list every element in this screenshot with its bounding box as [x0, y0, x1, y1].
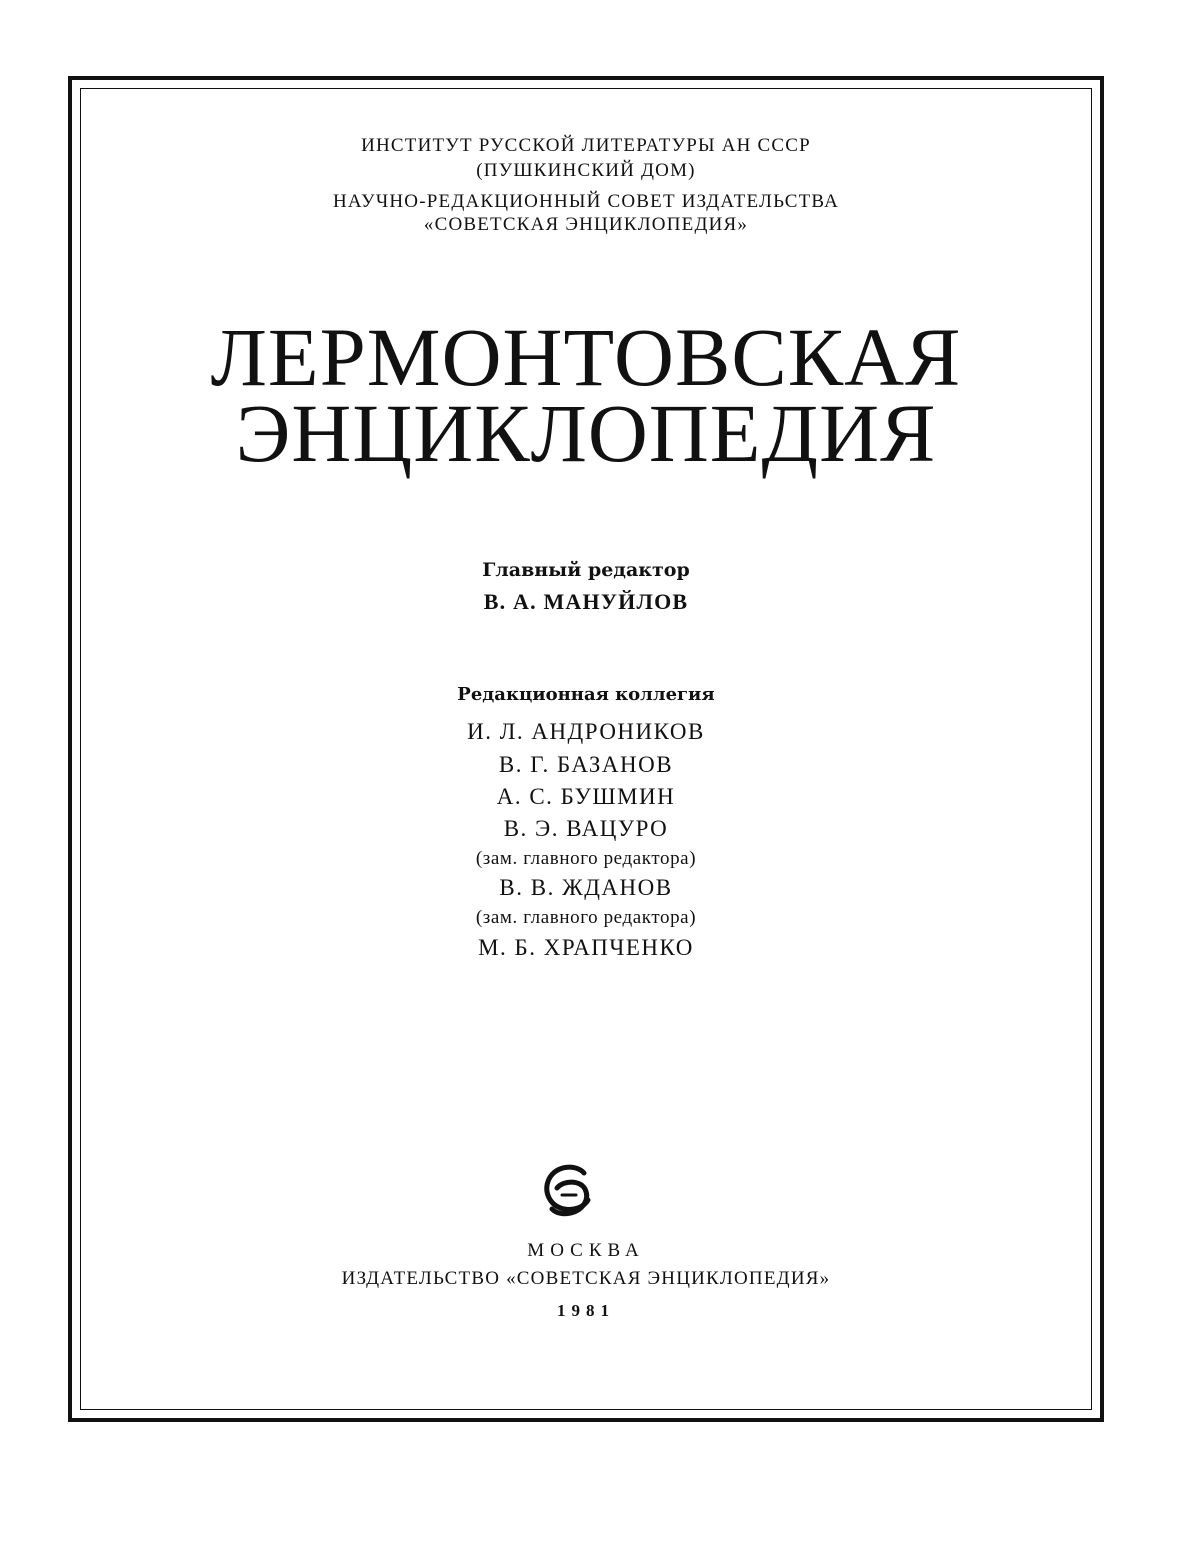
institution-line-4: «СОВЕТСКАЯ ЭНЦИКЛОПЕДИЯ» [423, 214, 749, 235]
institution-line-3: НАУЧНО-РЕДАКЦИОННЫЙ СОВЕТ ИЗДАТЕЛЬСТВА [333, 191, 839, 212]
board-member: И. Л. АНДРОНИКОВ [467, 719, 705, 744]
institution-line-2: (ПУШКИНСКИЙ ДОМ) [476, 160, 696, 181]
chief-editor-label: Главный редактор [482, 559, 690, 581]
board-member: М. Б. ХРАПЧЕНКО [478, 935, 694, 960]
publisher-city: МОСКВА [527, 1240, 645, 1261]
board-member: В. Г. БАЗАНОВ [498, 752, 674, 777]
publication-year: 1981 [557, 1301, 615, 1320]
board-member: А. С. БУШМИН [496, 784, 676, 809]
board-member-note: (зам. главного редактора) [475, 907, 697, 928]
title-line-2: ЭНЦИКЛОПЕДИЯ [235, 387, 937, 479]
chief-editor-name: В. А. МАНУЙЛОВ [483, 589, 689, 614]
board-member-note: (зам. главного редактора) [475, 848, 697, 869]
board-member: В. Э. ВАЦУРО [503, 816, 669, 841]
institution-line-1: ИНСТИТУТ РУССКОЙ ЛИТЕРАТУРЫ АН СССР [361, 135, 811, 156]
editorial-board-label: Редакционная коллегия [457, 684, 715, 705]
publisher-logo-icon [538, 1160, 600, 1222]
title-line-1: ЛЕРМОНТОВСКАЯ [210, 311, 962, 403]
publisher-name: ИЗДАТЕЛЬСТВО «СОВЕТСКАЯ ЭНЦИКЛОПЕДИЯ» [341, 1268, 831, 1289]
board-member: В. В. ЖДАНОВ [499, 875, 673, 900]
